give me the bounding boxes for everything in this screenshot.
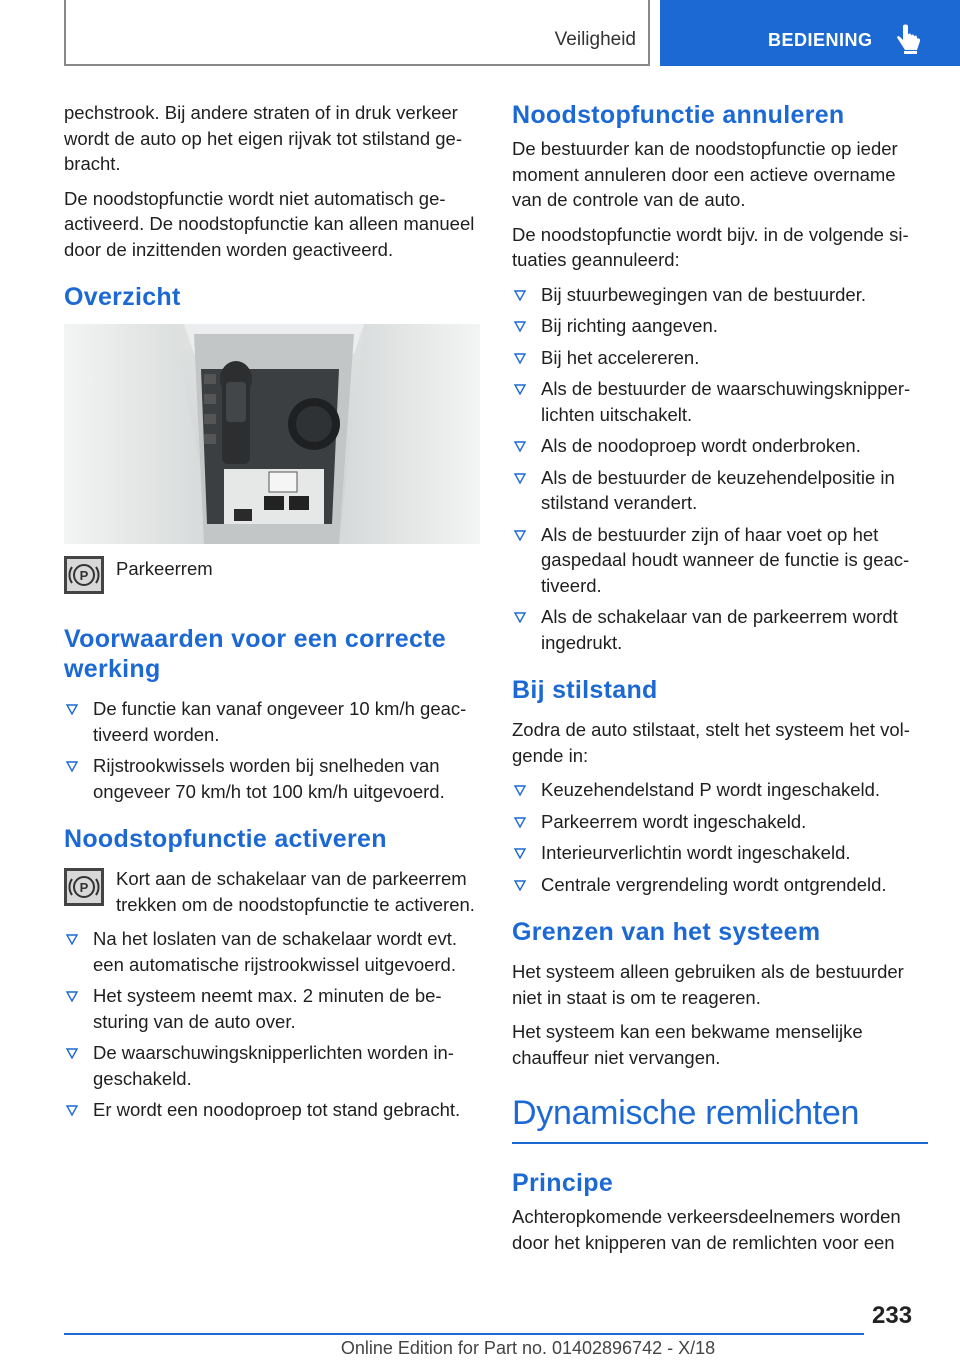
triangle-bullet-icon (514, 817, 526, 828)
footer-rule (64, 1333, 864, 1335)
heading-voorwaarden: Voorwaarden voor een correcte werking (64, 625, 446, 683)
left-column (64, 100, 480, 1133)
heading-annuleren: Noodstopfunctie annuleren (512, 101, 845, 129)
header-divider (648, 0, 650, 66)
triangle-bullet-icon (66, 934, 78, 945)
triangle-bullet-icon (514, 880, 526, 891)
triangle-bullet-icon (514, 612, 526, 623)
triangle-bullet-icon (66, 704, 78, 715)
list-item: Bij stuurbewegingen van de bestuurder. (512, 282, 928, 308)
heading-activeren: Noodstopfunctie activeren (64, 825, 387, 853)
paragraph: Het systeem kan een bekwame menselijke chauffeur niet vervangen. (512, 1021, 863, 1068)
list-item: Als de schakelaar van de parkeerrem wordt ingedrukt. (512, 604, 928, 655)
header-left-rule (64, 0, 66, 66)
list-item: Als de bestuurder de waarschuwingsknipperlichten uitschakelt. (512, 376, 928, 427)
list-item: Als de bestuurder de keuzehendelpositie in stilstand verandert. (512, 465, 928, 516)
legend-parkeerrem (64, 556, 480, 604)
activeren-list (64, 926, 480, 1123)
list-item: Na het loslaten van de schakelaar wordt evt. een automatische rijstrookwissel uitgevoerd. (64, 926, 480, 977)
triangle-bullet-icon (514, 848, 526, 859)
list-item: Er wordt een noodoproep tot stand gebracht. (64, 1097, 480, 1123)
list-item: Bij richting aangeven. (512, 313, 928, 339)
triangle-bullet-icon (514, 530, 526, 541)
page-number: 233 (872, 1302, 913, 1329)
triangle-bullet-icon (66, 1105, 78, 1116)
svg-text:P: P (79, 568, 89, 583)
paragraph: Zodra de auto stilstaat, stelt het systeem het volgende in: (512, 719, 910, 766)
center-console-photo (64, 324, 480, 544)
paragraph: De noodstopfunctie wordt niet automatisch geactiveerd. De noodstopfunctie kan alleen manueel door de inzittenden worden geactiveerd. (64, 187, 475, 260)
stilstand-list (512, 777, 928, 897)
legend-caption: Parkeerrem (116, 558, 213, 579)
triangle-bullet-icon (66, 991, 78, 1002)
paragraph: De bestuurder kan de noodstopfunctie op ieder moment annuleren door een actieve overname van de controle van de auto. (512, 138, 898, 210)
header-tab-label[interactable]: BEDIENING (768, 30, 873, 50)
list-item: Rijstrookwissels worden bij snelheden van ongeveer 70 km/h tot 100 km/h uitgevoerd. (64, 753, 480, 804)
voorwaarden-list (64, 696, 480, 804)
heading-overzicht: Overzicht (64, 283, 181, 311)
triangle-bullet-icon (514, 473, 526, 484)
heading-principe: Principe (512, 1169, 614, 1197)
parking-brake-icon (64, 556, 104, 594)
list-item: Keuzehendelstand P wordt ingeschakeld. (512, 777, 928, 803)
activeren-paragraph: P Kort aan de schakelaar van de parkeerrem trekken om de noodstopfunctie te activeren. (64, 866, 480, 917)
annuleren-list (512, 282, 928, 656)
parking-brake-icon (64, 868, 104, 906)
header-bottom-rule (64, 64, 649, 66)
list-item: Parkeerrem wordt ingeschakeld. (512, 809, 928, 835)
triangle-bullet-icon (514, 321, 526, 332)
footer-edition: Online Edition for Part no. 01402896742 - X/18 (340, 1338, 716, 1358)
svg-text:P: P (79, 880, 89, 895)
triangle-bullet-icon (66, 761, 78, 772)
list-item: Centrale vergrendeling wordt ontgrendeld. (512, 872, 928, 898)
list-item: Bij het accelereren. (512, 345, 928, 371)
triangle-bullet-icon (66, 1048, 78, 1059)
right-column (512, 100, 928, 1264)
triangle-bullet-icon (514, 353, 526, 364)
paragraph: Het systeem alleen gebruiken als de bestuurder niet in staat is om te reageren. (512, 961, 904, 1008)
paragraph: De noodstopfunctie wordt bijv. in de volgende situaties geannuleerd: (512, 223, 909, 270)
list-item: De functie kan vanaf ongeveer 10 km/h geactiveerd worden. (64, 696, 480, 747)
triangle-bullet-icon (514, 290, 526, 301)
triangle-bullet-icon (514, 785, 526, 796)
list-item: Als de bestuurder zijn of haar voet op het gaspedaal houdt wanneer de functie is geactiveerd. (512, 522, 928, 599)
paragraph: Achteropkomende verkeersdeelnemers worden door het knipperen van de remlichten voor een (512, 1206, 901, 1253)
list-item: De waarschuwingsknipperlichten worden ingeschakeld. (64, 1040, 480, 1091)
triangle-bullet-icon (514, 384, 526, 395)
triangle-bullet-icon (514, 441, 526, 452)
heading-grenzen: Grenzen van het systeem (512, 918, 821, 946)
chapter-heading-dynamische-remlichten: Dynamische remlichten (512, 1092, 928, 1144)
paragraph: pechstrook. Bij andere straten of in druk verkeer wordt de auto op het eigen rijvak tot stilstand gebracht. (64, 102, 462, 174)
header-section-link[interactable]: Veiligheid (554, 29, 636, 50)
heading-stilstand: Bij stilstand (512, 676, 658, 704)
list-item: Interieurverlichtin wordt ingeschakeld. (512, 840, 928, 866)
list-item: Het systeem neemt max. 2 minuten de besturing van de auto over. (64, 983, 480, 1034)
list-item: Als de noodoproep wordt onderbroken. (512, 433, 928, 459)
hand-pointer-icon (895, 24, 923, 54)
